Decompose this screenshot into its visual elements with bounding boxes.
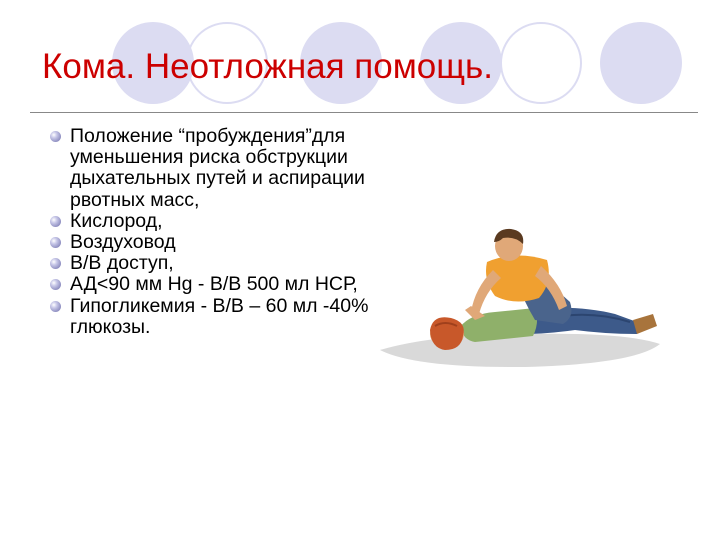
recovery-position-illustration — [375, 222, 665, 372]
bullet-item: Кислород, — [50, 211, 370, 232]
bullet-icon — [50, 258, 61, 269]
title-divider — [30, 112, 698, 113]
bullet-icon — [50, 131, 61, 142]
bullet-item: Воздуховод — [50, 232, 370, 253]
bullet-item: В/В доступ, — [50, 253, 370, 274]
bullet-item: Положение “пробуждения”для уменьшения риска обструкции дыхательных путей и аспирации рвотных масс, — [50, 126, 370, 211]
decor-circle-6 — [600, 22, 682, 104]
bullet-icon — [50, 279, 61, 290]
bullet-item: Гипогликемия - В/В – 60 мл -40% глюкозы. — [50, 296, 370, 338]
slide-title: Кома. Неотложная помощь. — [42, 47, 494, 86]
bullet-icon — [50, 301, 61, 312]
bullet-icon — [50, 216, 61, 227]
bullet-list — [50, 126, 370, 338]
bullet-icon — [50, 237, 61, 248]
bullet-item: АД<90 мм Hg - В/В 500 мл НСР, — [50, 274, 370, 295]
decor-circle-5 — [500, 22, 582, 104]
